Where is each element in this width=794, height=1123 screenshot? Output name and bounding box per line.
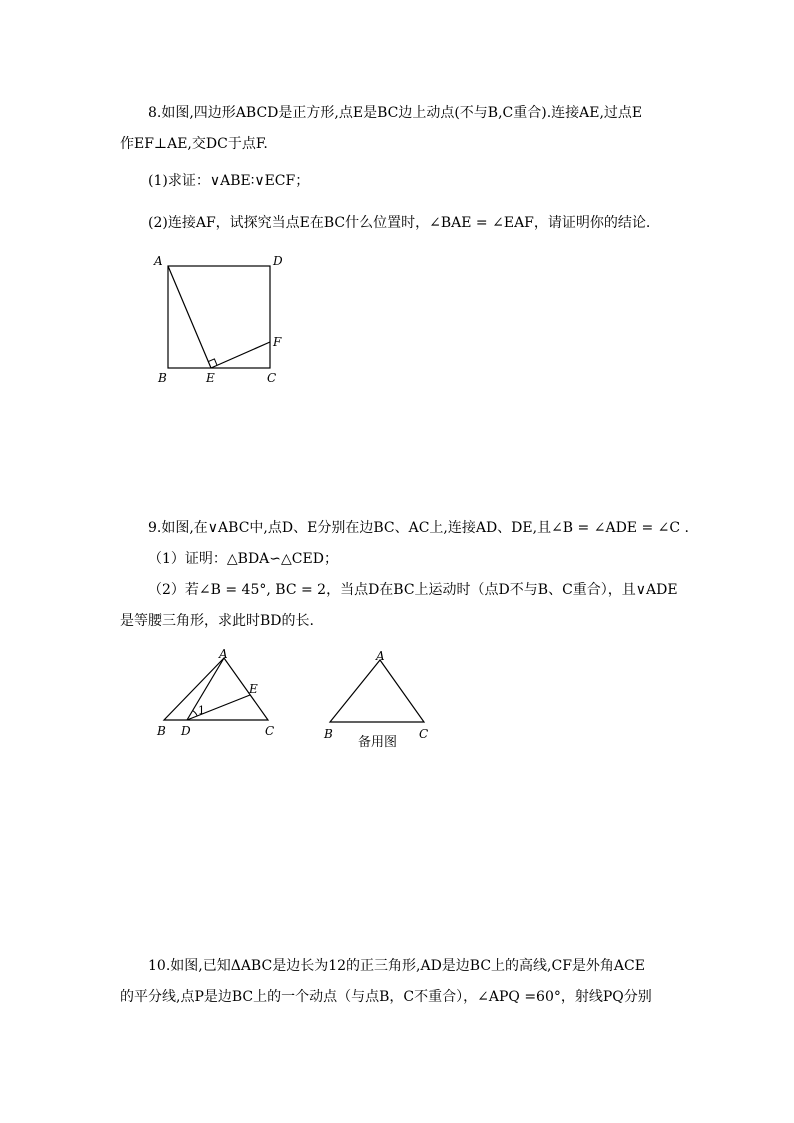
label-f: F [273, 335, 282, 349]
label-d: D [273, 254, 283, 268]
triangle-abc-spare [330, 660, 424, 722]
q9-part1: （1）证明：△BDA∽△CED； [148, 551, 338, 567]
q9-part2: （2）若∠B = 45°, BC = 2，当点D在BC上运动时（点D不与B、C重合），且∨ADE [148, 582, 678, 598]
label-b: B [157, 724, 166, 738]
q8-stem-line2: 作EF⊥AE,交DC于点F. [120, 136, 268, 152]
label-c: C [267, 371, 277, 385]
q9-spare-figure [318, 642, 443, 754]
q10-stem-line1: 10.如图,已知ΔABC是边长为12的正三角形,AD是边BC上的高线,CF是外角ACE [148, 958, 645, 974]
q8-part1: (1)求证：∨ABE∶∨ECF； [148, 173, 310, 189]
angle-1-arc [193, 711, 198, 716]
label-a: A [376, 649, 385, 663]
label-c: C [419, 727, 429, 741]
q8-part2: (2)连接AF，试探究当点E在BC什么位置时，∠BAE = ∠EAF，请证明你的结论. [148, 215, 651, 231]
segment-ae [168, 266, 211, 368]
q9-stem: 9.如图,在∨ABC中,点D、E分别在边BC、AC上,连接AD、DE,且∠B = ∠ADE = ∠C . [148, 520, 689, 536]
label-a: A [154, 254, 163, 268]
label-d: D [181, 724, 191, 738]
q8-square-figure [148, 248, 298, 390]
label-b: B [158, 371, 167, 385]
square-abcd [168, 266, 270, 368]
angle-label-1: 1 [198, 704, 205, 717]
segment-ef [211, 342, 270, 368]
label-e: E [206, 371, 215, 385]
label-e: E [249, 682, 258, 696]
segment-de [187, 695, 250, 720]
label-b: B [324, 727, 333, 741]
q10-stem-line2: 的平分线,点P是边BC上的一个动点（与点B，C不重合），∠APQ =60°，射线PQ分别 [120, 989, 652, 1005]
q9-triangle-figure [148, 642, 293, 744]
label-c: C [265, 724, 275, 738]
q9-part2-cont: 是等腰三角形，求此时BD的长. [120, 613, 314, 629]
q8-stem-line1: 8.如图,四边形ABCD是正方形,点E是BC边上动点(不与B,C重合).连接AE,过点E [148, 105, 643, 121]
spare-figure-caption: 备用图 [358, 735, 398, 750]
label-a: A [219, 647, 228, 661]
